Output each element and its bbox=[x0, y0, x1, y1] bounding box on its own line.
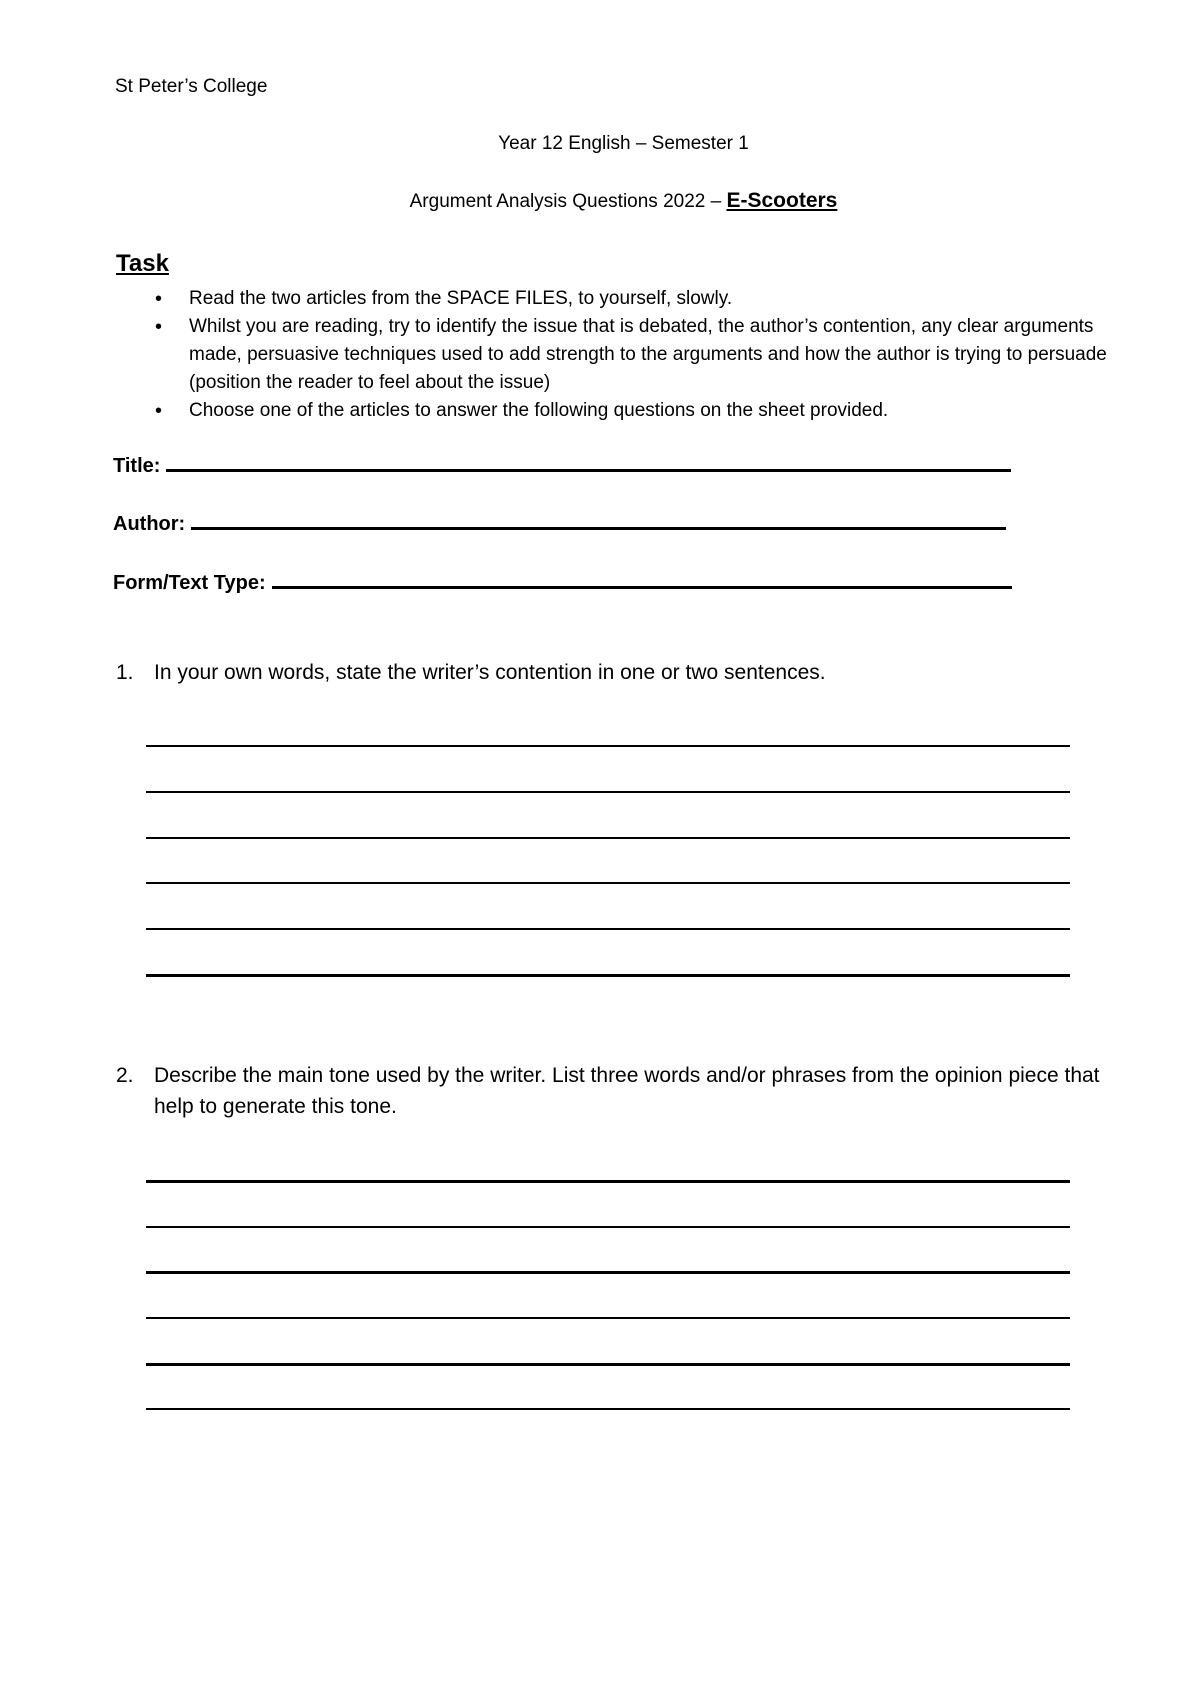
answer-line[interactable] bbox=[146, 1408, 1070, 1410]
assignment-title bbox=[0, 189, 1200, 213]
form-text-type-blank-line[interactable] bbox=[272, 582, 1012, 589]
task-list bbox=[155, 285, 1130, 425]
question-text: In your own words, state the writer’s contention in one or two sentences. bbox=[154, 661, 826, 684]
answer-line[interactable] bbox=[146, 791, 1070, 793]
form-text-type-field bbox=[113, 572, 1012, 595]
answer-line[interactable] bbox=[146, 928, 1070, 930]
answer-line[interactable] bbox=[146, 1317, 1070, 1319]
answer-line[interactable] bbox=[146, 882, 1070, 884]
title-field bbox=[113, 455, 1011, 478]
author-blank-line[interactable] bbox=[191, 523, 1006, 530]
author-label: Author: bbox=[113, 513, 186, 535]
subject-line: Year 12 English – Semester 1 bbox=[498, 133, 749, 154]
question-text: Describe the main tone used by the writer. List three words and/or phrases from the opinion piece that help to generate this tone. bbox=[154, 1064, 1100, 1118]
title-blank-line[interactable] bbox=[166, 465, 1011, 472]
question-2 bbox=[116, 1060, 1136, 1122]
form-text-type-label: Form/Text Type: bbox=[113, 572, 266, 594]
assignment-prefix: Argument Analysis Questions 2022 – bbox=[409, 191, 727, 212]
answer-line[interactable] bbox=[146, 745, 1070, 747]
school-name: St Peter’s College bbox=[115, 76, 268, 97]
question-number: 2. bbox=[116, 1064, 134, 1087]
question-1 bbox=[116, 657, 1136, 688]
task-heading: Task bbox=[116, 250, 169, 277]
task-item: • Whilst you are reading, try to identify the issue that is debated, the author’s contention, any clear arguments made, persuasive techniques used to add strength to the arguments and how the author is trying to persuade (position the reader to feel about the issue) bbox=[155, 313, 1130, 397]
task-item: • Choose one of the articles to answer the following questions on the sheet provided. bbox=[155, 397, 1130, 425]
question-number: 1. bbox=[116, 661, 134, 684]
answer-line[interactable] bbox=[146, 837, 1070, 839]
answer-line[interactable] bbox=[146, 1271, 1070, 1274]
answer-line[interactable] bbox=[146, 1180, 1070, 1183]
answer-line[interactable] bbox=[146, 1226, 1070, 1228]
answer-line[interactable] bbox=[146, 974, 1070, 977]
topic-title: E-Scooters bbox=[726, 189, 838, 212]
author-field bbox=[113, 513, 1006, 536]
title-label: Title: bbox=[113, 455, 161, 477]
task-item: • Read the two articles from the SPACE FILES, to yourself, slowly. bbox=[155, 285, 1130, 313]
answer-line[interactable] bbox=[146, 1363, 1070, 1366]
